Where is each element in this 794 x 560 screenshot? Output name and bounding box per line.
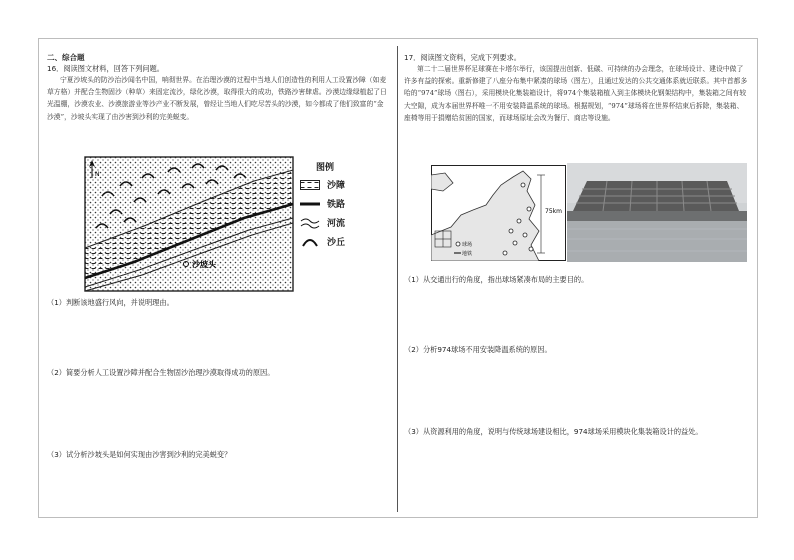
dune-icon — [300, 236, 320, 248]
legend-label: 铁路 — [327, 200, 346, 210]
map-legend — [300, 160, 345, 251]
question-17-material: 第二十二届世界杯足球赛在卡塔尔举行，该国提出创新、低碳、可持续的办会理念，在球场设计、建设中做了许多有益的探索。重新修建了八座分布集中紧凑的球场（图左），且通过发达的公共交通体系就近联系。其中首都多哈的“974”球场（图右），采用模块化集装箱设计，将974个集装箱植入到主体模块化钢架结构中，集装箱之间有较大空隙，成为本届世界杯唯一不用安装降温系统的球场。根据规划，“974”球场将在世界杯结束后拆除，集装箱、座椅等用于捐赠给贫困的国家，而球场原址会改为餐厅、商店等设施。 — [404, 65, 748, 122]
legend-item-railway — [300, 194, 345, 213]
legend-label: 河流 — [327, 219, 346, 229]
left-column — [47, 52, 387, 123]
north-label: N — [95, 171, 100, 178]
section-title: 二、综合题 — [47, 53, 85, 62]
legend-item-dune — [300, 232, 345, 251]
sand-barrier-icon — [300, 180, 320, 190]
distance-label: 75km — [545, 208, 562, 215]
desert-map-figure — [84, 156, 294, 296]
stadium-974-photo — [567, 163, 747, 266]
legend-title: 图例 — [316, 163, 335, 173]
stadium-photo — [567, 163, 747, 262]
place-label: 沙坡头 — [192, 260, 216, 269]
desert-map — [84, 156, 294, 292]
railway-icon — [300, 199, 320, 209]
legend-label: 沙丘 — [327, 238, 346, 248]
question-16-part-1: （1）判断该地盛行风向，并说明理由。 — [47, 298, 174, 307]
question-16-part-3: （3）试分析沙坡头是如何实现由沙害到沙利的完美蜕变？ — [47, 450, 232, 459]
stadium-location-map — [431, 165, 566, 265]
question-16-material: 宁夏沙坡头的防沙治沙闻名中国，响彻世界。在治理沙漠的过程中当地人们创造性的利用人工设置沙障（如麦草方格）并配合生物固沙（种草）来固定流沙，绿化沙漠，取得很大的成功，铁路沙害肆虐。沙漠边缘绿植起了日光温棚，沙漠农业、沙漠旅游业等沙产业不断发展，曾经让当地人们吃尽苦头的沙漠，如今都成了他们致富的“金沙漠”，沙坡头实现了由沙害到沙利的完美蜕变。 — [47, 76, 387, 121]
right-column — [404, 52, 748, 124]
column-divider — [397, 46, 398, 512]
question-17-part-3: （3）从资源利用的角度，说明与传统球场建设相比，974球场采用模块化集装箱设计的益处。 — [404, 427, 703, 436]
legend-item-river — [300, 213, 345, 232]
legend-label: 沙障 — [327, 181, 346, 191]
question-17-part-2: （2）分析974球场不用安装降温系统的原因。 — [404, 345, 552, 354]
question-17-title: 17．阅读图文资料，完成下列要求。 — [404, 53, 521, 62]
legend-stadium-label: 球场 — [462, 242, 473, 248]
legend-item-sand-barrier — [300, 175, 345, 194]
stadium-legend-icon — [456, 242, 460, 246]
question-17-part-1: （1）从交通出行的角度，指出球场紧凑布局的主要目的。 — [404, 275, 589, 284]
river-icon — [300, 217, 320, 229]
legend-metro-label: 地铁 — [462, 251, 473, 257]
question-16-title: 16．阅读图文材料，回答下列问题。 — [47, 64, 164, 73]
question-16-part-2: （2）简要分析人工设置沙障并配合生物固沙治理沙漠取得成功的原因。 — [47, 368, 275, 377]
qatar-map — [431, 165, 566, 261]
